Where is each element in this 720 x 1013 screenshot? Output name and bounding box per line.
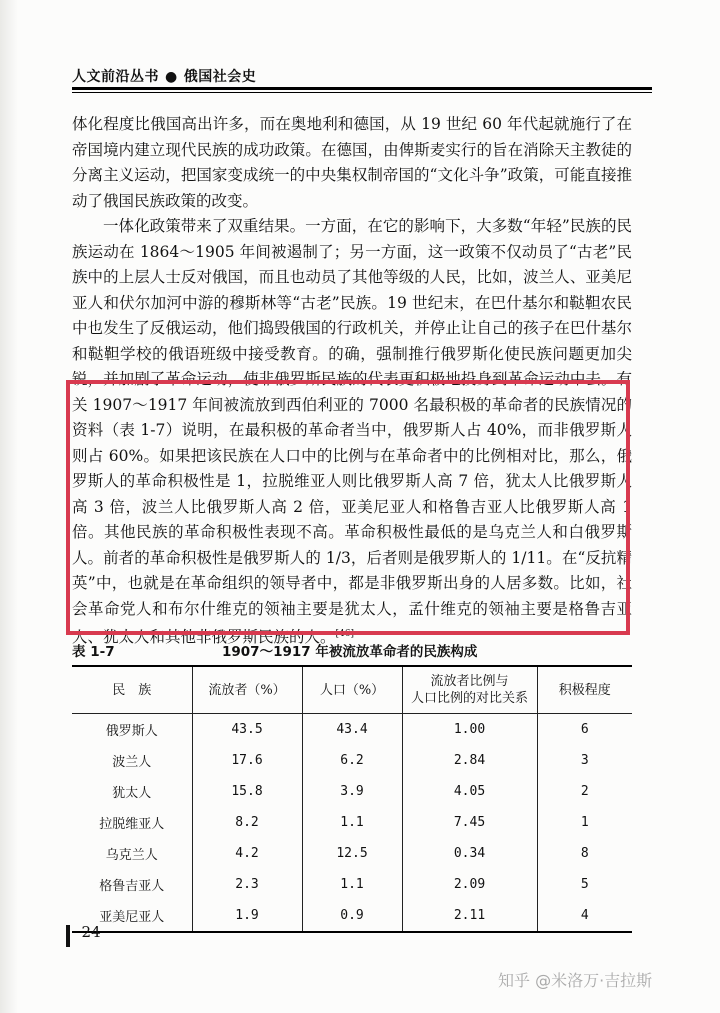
table-number: 表 1-7 — [72, 644, 115, 660]
page-number-text: 24 — [81, 923, 101, 941]
header-rule-thick — [72, 87, 652, 90]
table-value-cell: 4.2 — [192, 838, 302, 869]
table-value-cell: 0.9 — [302, 900, 402, 932]
header-rule-thin — [72, 92, 652, 93]
ethnic-group-cell: 亚美尼亚人 — [72, 900, 192, 932]
table-value-cell: 1 — [537, 807, 632, 838]
table-value-cell: 12.5 — [302, 838, 402, 869]
table-value-cell: 8 — [537, 838, 632, 869]
table-row — [72, 745, 632, 776]
table-value-cell: 4 — [537, 900, 632, 932]
paragraph-2-text: 一体化政策带来了双重结果。一方面，在它的影响下，大多数“年轻”民族的民族运动在 1864～1905 年间被遏制了；另一方面，这一政策不仅动员了“古老”民族中的上层人士反对俄国，而且也动员了其他等级的人民，比如，波兰人、亚美尼亚人和伏尔加河中游的穆斯林等“古老”民族。19 世纪末，在巴什基尔和鞑靼农民中也发生了反俄运动，他们捣毁俄国的行政机关，并停止让自己的孩子在巴什基尔和鞑靼学校的俄语班级中接受教育。的确，强制推行俄罗斯化使民族问题更加尖锐，并加剧了革命运动，使非俄罗斯民族的代表更积极地投身到革命运动中去。有关 1907～1917 年间被流放到西伯利亚的 7000 名最积极的革命者的民族情况的资料（表 1-7）说明，在最积极的革命者当中，俄罗斯人占 40%，而非俄罗斯人则占 60%。如果把该民族在人口中的比例与在革命者中的比例相对比，那么，俄罗斯人的革命积极性是 1，拉脱维亚人则比俄罗斯人高 7 倍，犹太人比俄罗斯人高 3 倍，波兰人比俄罗斯人高 2 倍，亚美尼亚人和格鲁吉亚人比俄罗斯人高 1 倍。其他民族的革命积极性表现不高。革命积极性最低的是乌克兰人和白俄罗斯人。前者的革命积极性是俄罗斯人的 1/3，后者则是俄罗斯人的 1/11。在“反抗精英”中，也就是在革命组织的领导者中，都是非俄罗斯出身的人居多数。比如，社会革命党人和布尔什维克的领袖主要是犹太人，孟什维克的领袖主要是格鲁吉亚人、犹太人和其他非俄罗斯民族的人。 — [72, 217, 632, 647]
table-header-cell: 流放者比例与 人口比例的对比关系 — [402, 666, 537, 714]
table-row — [72, 807, 632, 838]
table-value-cell: 1.9 — [192, 900, 302, 932]
paragraph-2 — [72, 214, 632, 651]
table-value-cell: 0.34 — [402, 838, 537, 869]
ethnic-group-cell: 犹太人 — [72, 776, 192, 807]
ethnic-group-cell: 格鲁吉亚人 — [72, 869, 192, 900]
table-value-cell: 5 — [537, 869, 632, 900]
table-header-cell: 流放者（%） — [192, 666, 302, 714]
table-row — [72, 869, 632, 900]
zhihu-watermark: 知乎 @米洛万·吉拉斯 — [498, 971, 653, 990]
table-value-cell: 15.8 — [192, 776, 302, 807]
ethnic-composition-table — [72, 665, 632, 933]
table-value-cell: 4.05 — [402, 776, 537, 807]
table-value-cell: 2 — [537, 776, 632, 807]
page-edge-shadow — [0, 0, 18, 1013]
table-value-cell: 7.45 — [402, 807, 537, 838]
ethnic-group-cell: 波兰人 — [72, 745, 192, 776]
table-row — [72, 900, 632, 932]
header-separator-dot: ● — [165, 69, 178, 85]
table-value-cell: 3 — [537, 745, 632, 776]
table-value-cell: 43.5 — [192, 714, 302, 746]
page-number — [72, 923, 101, 941]
series-title: 人文前沿丛书 — [72, 69, 159, 85]
table-value-cell: 2.09 — [402, 869, 537, 900]
table-value-cell: 6 — [537, 714, 632, 746]
table-value-cell: 2.84 — [402, 745, 537, 776]
table-header-cell: 人口（%） — [302, 666, 402, 714]
table-value-cell: 43.4 — [302, 714, 402, 746]
ethnic-group-cell: 俄罗斯人 — [72, 714, 192, 746]
footnote-reference[interactable]: [46] — [335, 629, 354, 639]
table-row — [72, 838, 632, 869]
table-value-cell: 17.6 — [192, 745, 302, 776]
table-value-cell: 1.00 — [402, 714, 537, 746]
table-value-cell: 1.1 — [302, 807, 402, 838]
table-title: 1907～1917 年被流放革命者的民族构成 — [222, 644, 478, 660]
table-value-cell: 3.9 — [302, 776, 402, 807]
table-value-cell: 8.2 — [192, 807, 302, 838]
page-number-bar — [66, 925, 70, 947]
paragraph-1: 体化程度比俄国高出许多，而在奥地利和德国，从 19 世纪 60 年代起就施行了在帝国境内建立现代民族的成功政策。在德国，由俾斯麦实行的旨在消除天主教徒的分离主义运动，把国家变成统一的中央集权制帝国的“文化斗争”政策，可能直接推动了俄国民族政策的改变。 — [72, 115, 632, 210]
table-header-row — [72, 666, 632, 714]
table-header-cell: 积极程度 — [537, 666, 632, 714]
body-text — [72, 112, 632, 651]
running-header — [72, 66, 642, 86]
table-header-cell: 民 族 — [72, 666, 192, 714]
ethnic-group-cell: 乌克兰人 — [72, 838, 192, 869]
book-title: 俄国社会史 — [183, 69, 257, 85]
table-value-cell: 2.3 — [192, 869, 302, 900]
table-value-cell: 2.11 — [402, 900, 537, 932]
ethnic-group-cell: 拉脱维亚人 — [72, 807, 192, 838]
table-value-cell: 1.1 — [302, 869, 402, 900]
table-row — [72, 714, 632, 746]
table-row — [72, 776, 632, 807]
table-value-cell: 6.2 — [302, 745, 402, 776]
table-body — [72, 714, 632, 933]
